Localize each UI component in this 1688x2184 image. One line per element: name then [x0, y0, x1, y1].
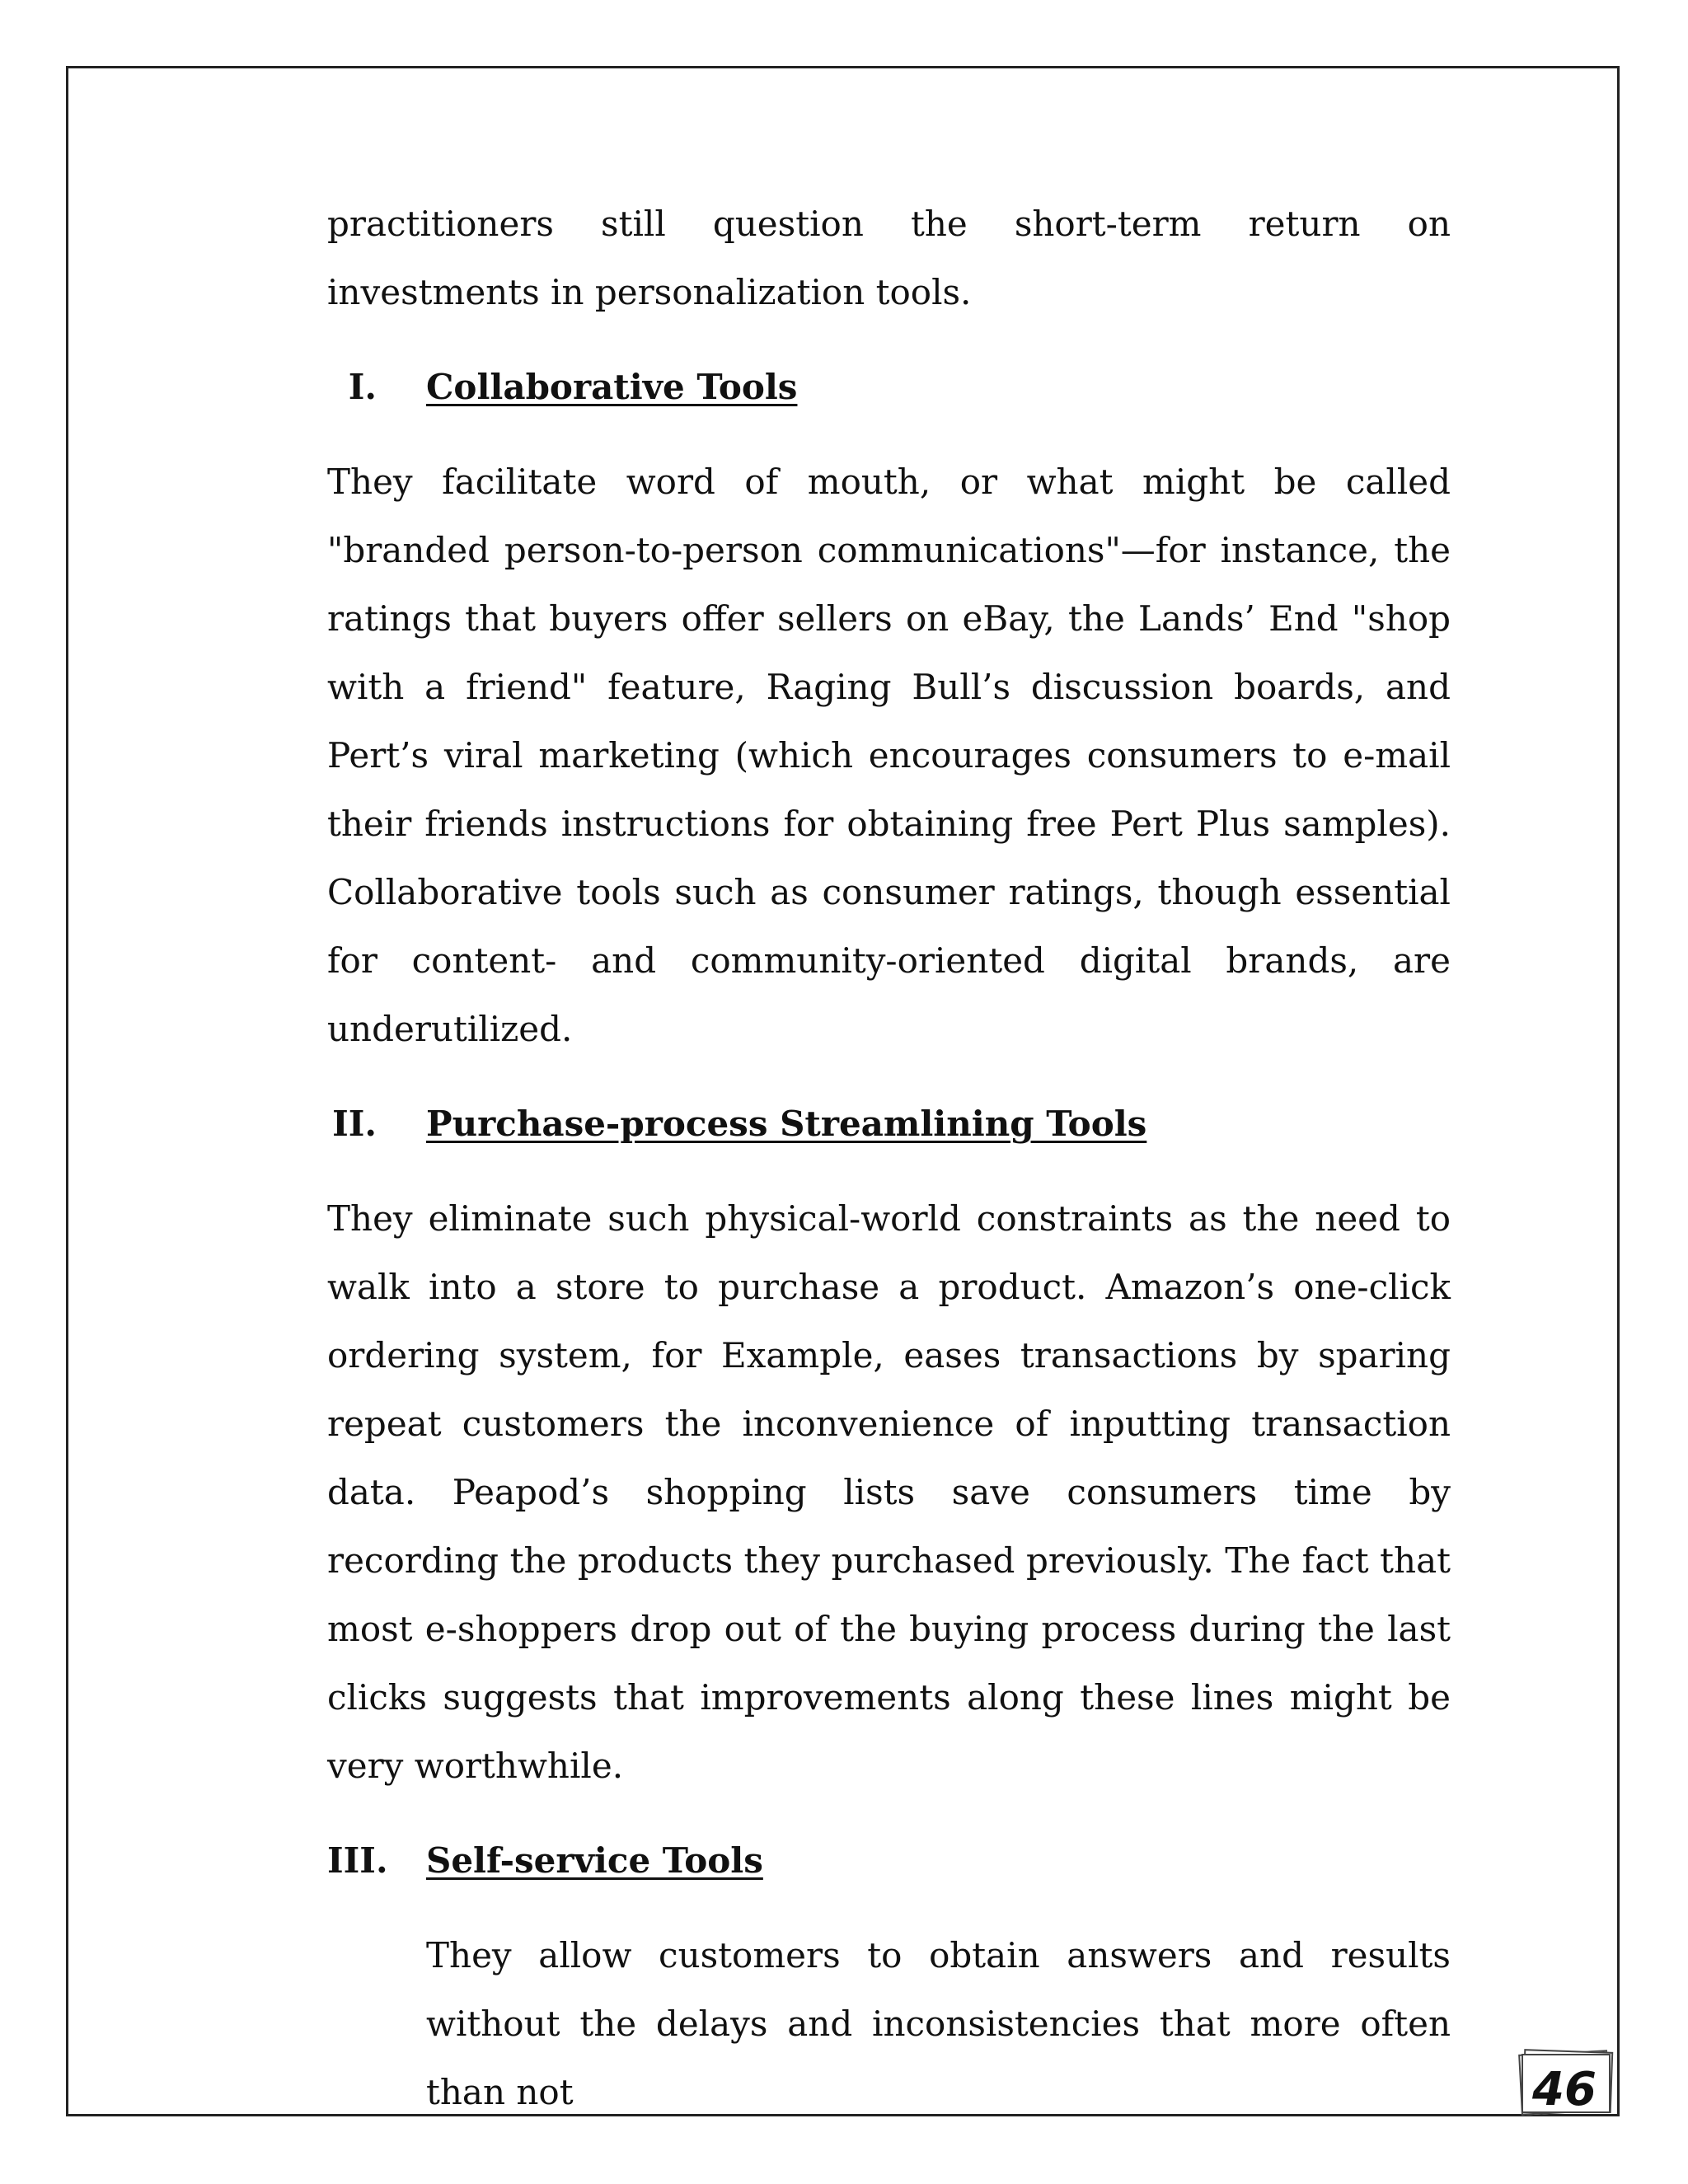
page-number-badge: [1515, 2047, 1614, 2115]
section-title: Purchase-process Streamlining Tools: [426, 1104, 1147, 1144]
section-body-collaborative-tools: They facilitate word of mouth, or what might be called "branded person-to-person communications"—for instance, the ratings that buyers offer sellers on eBay, the Lands’ End "shop with a friend" feature, Raging Bull’s discussion boards, and Pert’s viral marketing (which encourages consumers to e-mail their friends instructions for obtaining free Pert Plus samples). Collaborative tools such as consumer ratings, though essential for content- and community-oriented digital brands, are underutilized.: [327, 462, 1451, 1049]
page-number: 46: [1532, 2065, 1597, 2110]
intro-paragraph: practitioners still question the short-term return on investments in personalization tools.: [327, 204, 1451, 312]
section-body-self-service: They allow customers to obtain answers and results without the delays and inconsistencies that more often than not: [426, 1935, 1451, 2112]
section-body-purchase-process: They eliminate such physical-world constraints as the need to walk into a store to purchase a product. Amazon’s one-click ordering system, for Example, eases transactions by sparing repeat customers the inconvenience of inputting transaction data. Peapod’s shopping lists save consumers time by recording the products they purchased previously. The fact that most e-shoppers drop out of the buying process during the last clicks suggests that improvements along these lines might be very worthwhile.: [327, 1198, 1451, 1786]
document-body: [327, 190, 1451, 2126]
section-number: II.: [332, 1104, 377, 1144]
section-title: Self-service Tools: [426, 1840, 763, 1881]
section-title: Collaborative Tools: [426, 367, 798, 407]
section-heading-self-service: [327, 1826, 1451, 1895]
section-number: III.: [327, 1840, 388, 1881]
section-heading-purchase-process: [327, 1090, 1451, 1158]
section-number: I.: [348, 367, 377, 407]
section-heading-collaborative-tools: [327, 353, 1451, 421]
